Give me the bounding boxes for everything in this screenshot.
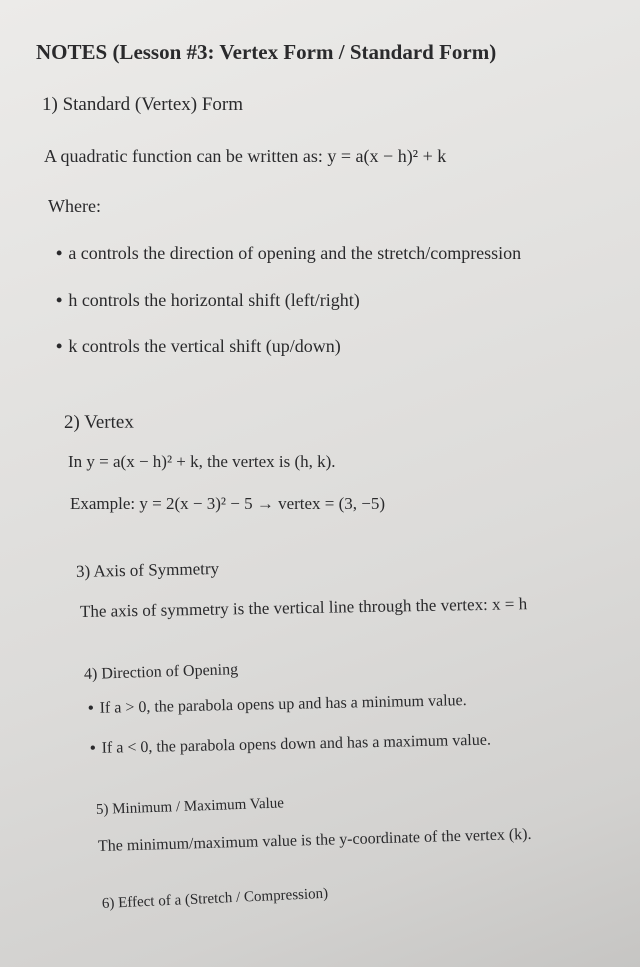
section-5-heading: 5) Minimum / Maximum Value <box>95 795 285 818</box>
section-3-text: The axis of symmetry is the vertical line through the vertex: x = h <box>79 594 528 621</box>
section-1-text: A quadratic function can be written as: y = a(x − h)² + k <box>44 146 447 166</box>
section-5-text: The minimum/maximum value is the y-coordinate of the vertex (k). <box>97 825 532 855</box>
section-3-heading: 3) Axis of Symmetry <box>75 559 220 581</box>
bullet-item: • a controls the direction of opening and the stretch/compression <box>56 243 522 263</box>
section-6-heading: 6) Effect of a (Stretch / Compression) <box>101 885 329 912</box>
bullet-item: • k controls the vertical shift (up/down) <box>56 336 341 356</box>
section-1-where: Where: <box>48 196 101 216</box>
section-4-heading: 4) Direction of Opening <box>83 661 239 683</box>
bullet-text: a controls the direction of opening and the stretch/compression <box>68 243 522 263</box>
section-1-heading: 1) Standard (Vertex) Form <box>42 94 244 115</box>
bullet-text: h controls the horizontal shift (left/right) <box>68 290 360 310</box>
section-2-line: In y = a(x − h)² + k, the vertex is (h, k). <box>68 452 336 471</box>
bullet-item: • If a < 0, the parabola opens down and has a maximum value. <box>89 731 492 757</box>
bullet-item: • If a > 0, the parabola opens up and has a minimum value. <box>87 692 467 717</box>
section-2-heading: 2) Vertex <box>63 411 134 433</box>
bullet-text: If a > 0, the parabola opens up and has a minimum value. <box>99 692 467 717</box>
section-2-example: Example: y = 2(x − 3)² − 5 → vertex = (3, −5) <box>70 494 386 513</box>
page-title: NOTES (Lesson #3: Vertex Form / Standard Form) <box>36 40 497 64</box>
bullet-text: k controls the vertical shift (up/down) <box>68 336 341 356</box>
bullet-item: • h controls the horizontal shift (left/right) <box>56 290 360 310</box>
bullet-text: If a < 0, the parabola opens down and has a maximum value. <box>101 731 492 757</box>
